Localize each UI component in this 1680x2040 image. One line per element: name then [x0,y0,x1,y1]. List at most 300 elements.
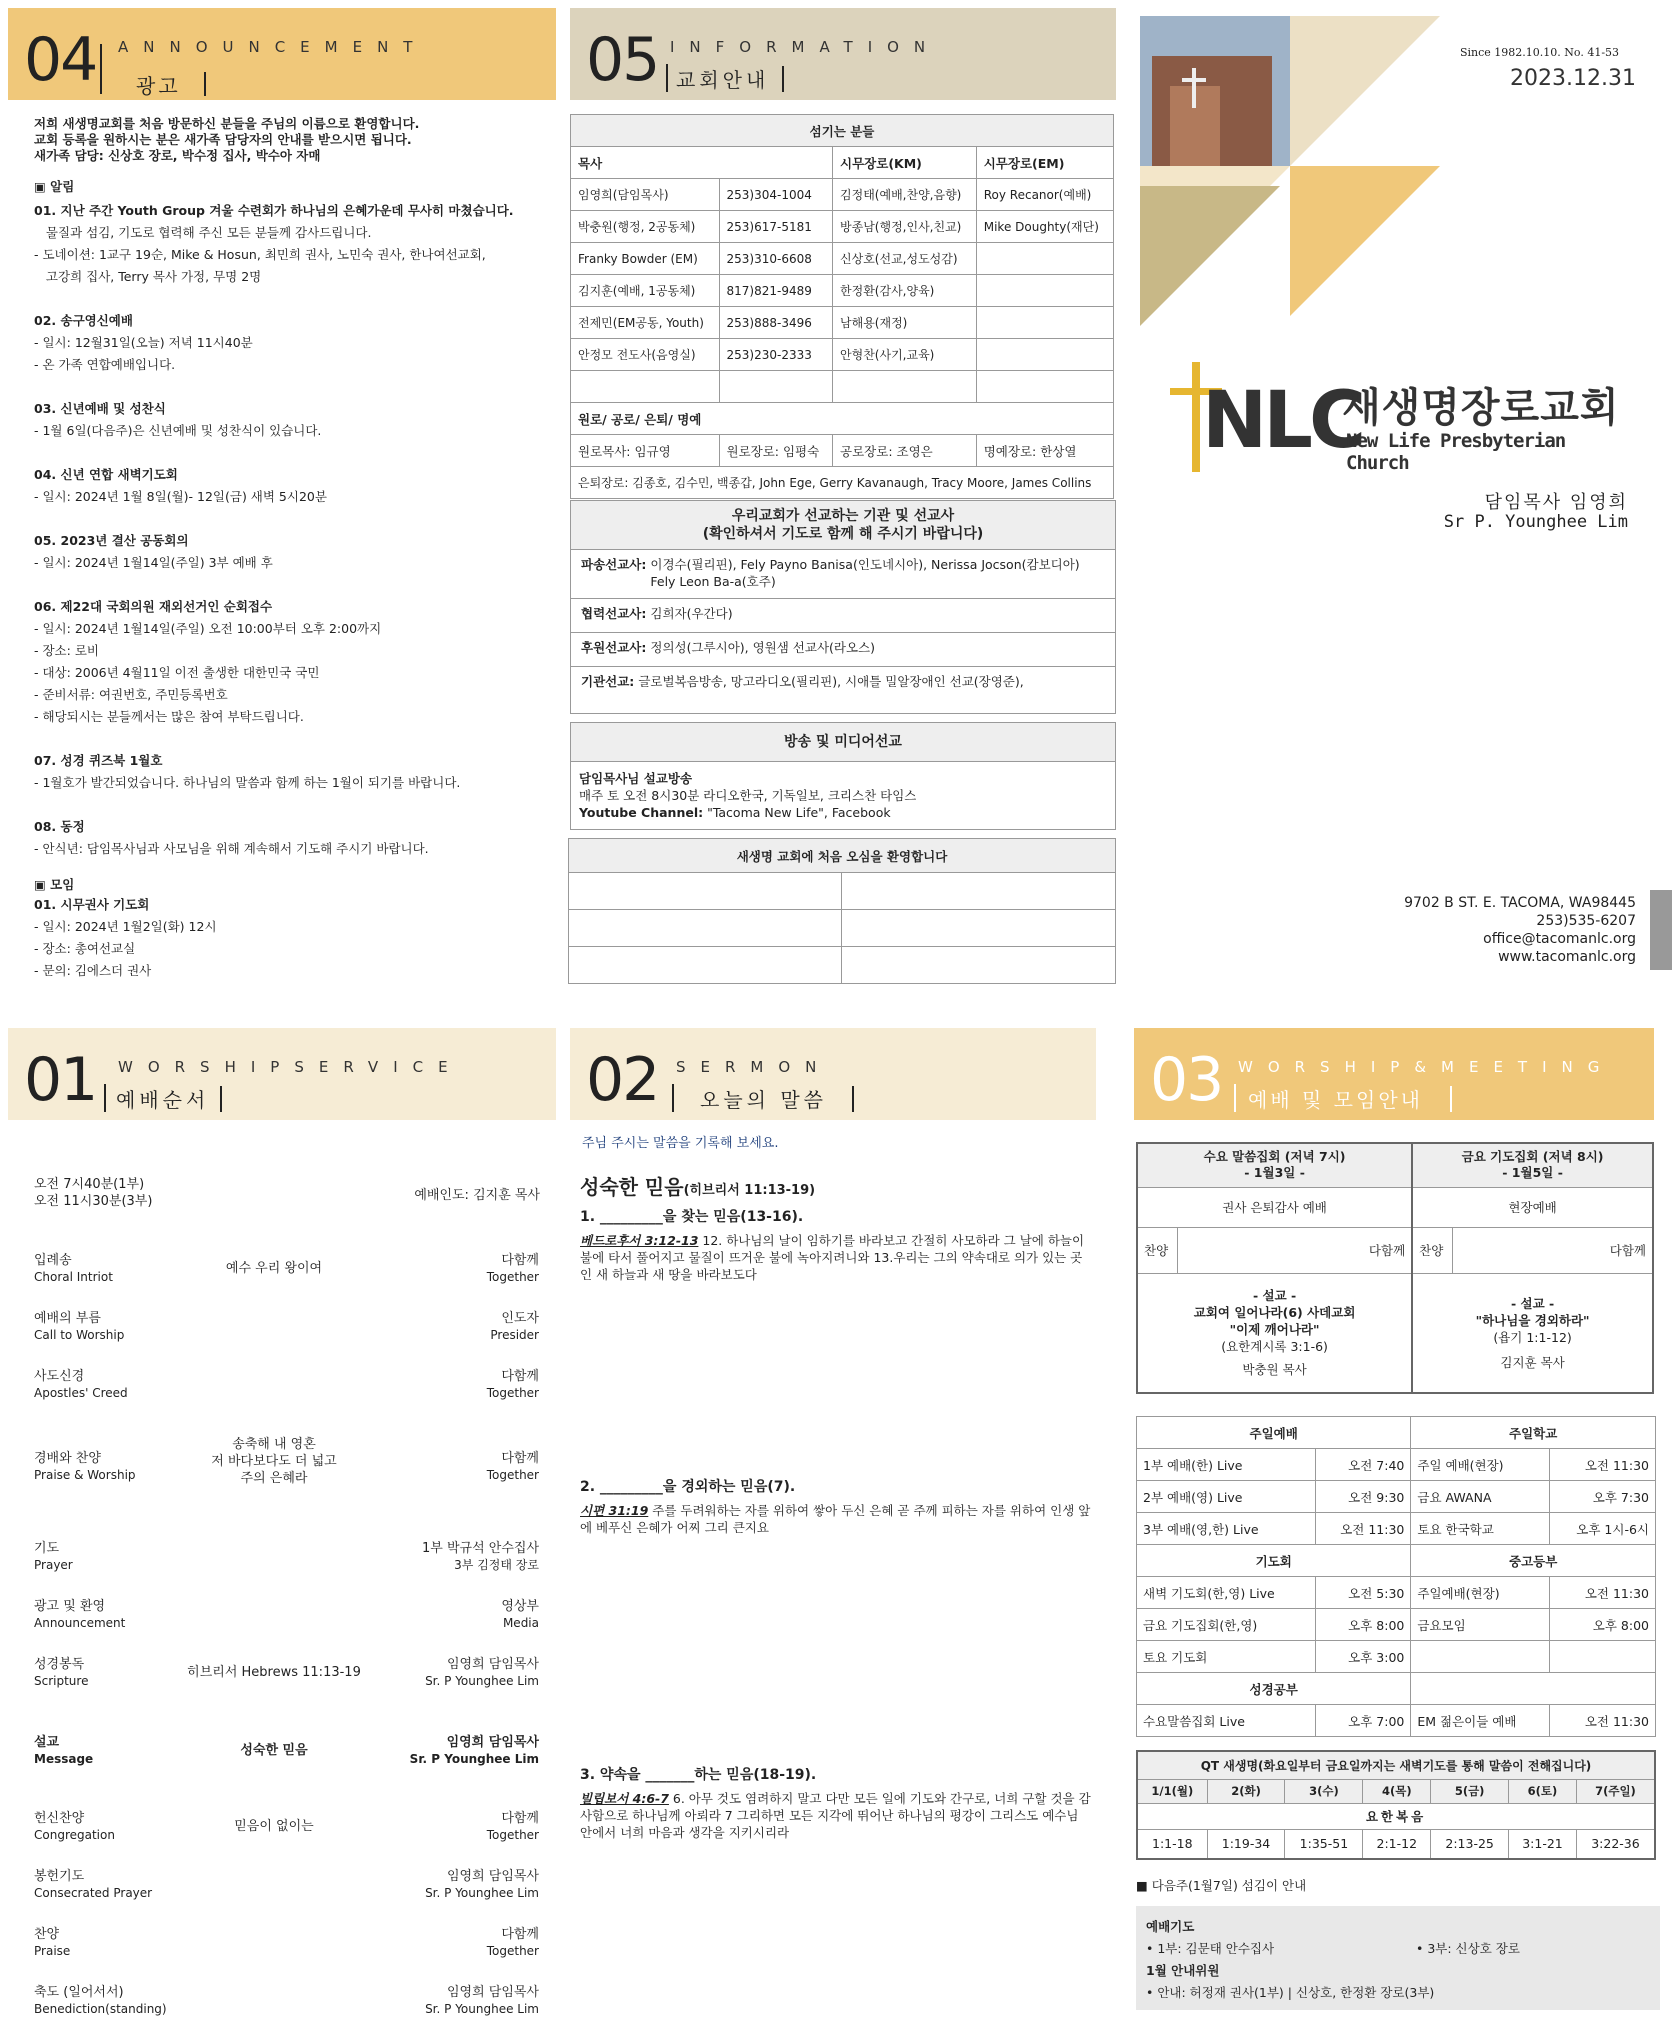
item-title: 02. 송구영신예배 [34,313,133,328]
pastor-row [571,339,1114,371]
item-title: 07. 성경 퀴즈북 1월호 [34,753,163,768]
item-leader: 다함께 [501,1369,539,1384]
meeting-heading: ▣ 모임 [34,877,75,892]
item-english: Message [34,1752,94,1766]
retired-elders: 은퇴장로: 김종호, 김수민, 백종갑, John Ege, Gerry Kavanaugh, Tracy Moore, James Collins [571,467,1114,499]
pastor-cell: 253)888-3496 [719,307,833,339]
item-english: Announcement [34,1616,126,1630]
servants-title: 섬기는 분들 [571,115,1114,147]
schedule-row [1137,1641,1656,1673]
pastor-cell: 임영희(담임목사) [571,179,720,211]
item-korean: 사도신경 [34,1369,85,1384]
worship-header [8,1028,556,1120]
section-number: 05 [586,25,659,95]
media-title: 방송 및 미디어선교 [571,723,1115,762]
item-english: Praise & Worship [34,1468,136,1482]
fri-sermon-label: - 설교 - [1510,1295,1555,1311]
pastor-cell: 253)304-1004 [719,179,833,211]
guide-line: • 안내: 허정재 권사(1부) | 신상호, 한정환 장로(3부) [1146,1985,1435,2000]
prayer-label: 예배기도 [1146,1919,1195,1934]
sermon-intro: 주님 주시는 말씀을 기록해 보세요. [582,1136,779,1151]
item-line: - 일시: 2024년 1월 8일(월)- 12일(금) 새벽 5시20분 [34,489,327,504]
schedule-table [1136,1416,1656,1737]
item-line: - 1월 6일(다음주)은 신년예배 및 성찬식이 있습니다. [34,423,322,438]
schedule-cell: 금요모임 [1411,1609,1550,1641]
item-english: Call to Worship [34,1328,125,1342]
schedule-cell: 주일예배(현장) [1411,1577,1550,1609]
qt-day: 5(금) [1431,1779,1509,1803]
welcome-line: 저희 새생명교회를 처음 방문하신 분들을 주님의 이름으로 환영합니다. [34,116,420,131]
wed-service: 권사 은퇴감사 예배 [1137,1187,1412,1227]
pastor-cell: 한정환(감사,양육) [833,275,977,307]
announcement-item [34,816,554,860]
section-number: 03 [1150,1045,1223,1115]
mission-box [570,500,1116,714]
item-content: 믿음이 없이는 [234,1819,314,1834]
pastor-cell: Mike Doughty(재단) [976,211,1113,243]
schedule-cell: 수요말씀집회 Live [1137,1705,1316,1737]
church-logo [1170,362,1620,482]
media-line: 매주 토 오전 8시30분 라디오한국, 기독일보, 크리스찬 타임스 [579,788,917,803]
mission-row [571,632,1115,666]
wed-date: - 1월3일 - [1244,1165,1305,1181]
pastor-cell: 전제민(EM공동, Youth) [571,307,720,339]
item-leader-en: Together [486,1386,539,1400]
worship-order-item [34,1734,539,1774]
pastor-row [571,179,1114,211]
service-times [34,1176,152,1210]
sermon-header [570,1028,1096,1120]
item-korean: 축도 (일어서서) [34,1985,124,2000]
item-content: 송축해 내 영혼 저 바다보다도 더 넓고 주의 은혜라 [211,1437,337,1486]
pastor-row [571,275,1114,307]
schedule-cell: 오전 11:30 [1549,1577,1655,1609]
section-english-title: WORSHIP&MEETING [1238,1058,1615,1076]
item-korean: 경배와 찬양 [34,1451,101,1466]
issue-date: 2023.12.31 [1510,66,1636,91]
schedule-cell: EM 젊은이들 예배 [1411,1705,1550,1737]
item-korean: 입례송 [34,1253,72,1268]
address-line: 9702 B ST. E. TACOMA, WA98445 [1404,895,1636,911]
announcement-header [8,8,556,100]
schedule-cell: 오후 8:00 [1549,1609,1655,1641]
announcement-item [34,596,554,728]
media-box [570,722,1116,830]
sermon-point [580,1206,1092,1283]
item-title: 03. 신년예배 및 성찬식 [34,401,166,416]
qt-ref: 3:22-36 [1576,1829,1655,1859]
pastor-cell: 남해용(재정) [833,307,977,339]
schedule-cell: 오후 7:30 [1549,1481,1655,1513]
section-english-title: ANNOUNCEMENT [118,38,428,56]
sermon-body [580,1132,1092,1200]
item-line: - 안식년: 담임목사님과 사모님을 위해 계속해서 기도해 주시기 바랍니다. [34,841,429,856]
scripture-ref: 베드로후서 3:12-13 [580,1233,699,1248]
item-leader: 임영희 담임목사 [446,1985,539,2000]
item-leader: 다함께 [501,1811,539,1826]
scripture-text: 주를 두려워하는 자를 위하여 쌓아 두신 은혜 곧 주께 피하는 자를 위하여 인생 앞에 베푸신 은혜가 어찌 그리 큰지요 [580,1503,1091,1535]
item-title: 05. 2023년 결산 공동회의 [34,533,189,548]
service-time: 오전 7시40분(1부) [34,1177,145,1192]
qt-day: 3(수) [1285,1779,1363,1803]
scripture-text: 12. 하나님의 날이 임하기를 바라보고 간절히 사모하라 그 날에 하늘이 불에 타서 풀어지고 물질이 뜨거운 불에 녹아지려니와 13.우리는 그의 약속대로 의가 있는 곳인 새 하늘과 새 땅을 바라보도다 [580,1233,1085,1282]
pastor-cell: 신상호(선교,성도성감) [833,243,977,275]
item-leader: 영상부 [501,1599,539,1614]
meeting-line: - 장소: 총여선교실 [34,941,136,956]
announcement-body [34,116,554,996]
mission-label: 후원선교사: [581,640,647,655]
schedule-row [1137,1481,1656,1513]
information-header [570,8,1116,100]
cross-icon [1192,362,1200,472]
qt-title: QT 새생명(화요일부터 금요일까지는 새벽기도를 통해 말씀이 전해집니다) [1137,1751,1655,1779]
pastor-cell: Franky Bowder (EM) [571,243,720,275]
item-leader-en: Presider [490,1328,539,1342]
worship-order-item [34,1368,539,1408]
qt-day: 4(목) [1363,1779,1431,1803]
side-bar [1650,890,1672,970]
news-heading: ▣ 알림 [34,179,75,194]
item-leader-en: Sr. P Younghee Lim [425,2002,539,2016]
item-leader-en: Sr. P Younghee Lim [425,1886,539,1900]
item-leader: 1부 박규석 안수집사 [422,1541,539,1556]
website: www.tacomanlc.org [1498,949,1636,965]
elder-cell: 원로장로: 임평숙 [719,435,833,467]
qt-book: 요한복음 [1137,1803,1655,1829]
schedule-cell: 금요 기도집회(한,영) [1137,1609,1316,1641]
schedule-cell: 오전 11:30 [1315,1513,1410,1545]
mission-row [571,598,1115,632]
item-title: 06. 제22대 국회의원 재외선거인 순회접수 [34,599,273,614]
schedule-cell: 2부 예배(영) Live [1137,1481,1316,1513]
schedule-cell: 1부 예배(한) Live [1137,1449,1316,1481]
item-english: Congregation [34,1828,115,1842]
worship-leader: 예배인도: 김지훈 목사 [414,1188,540,1203]
pastor-row [571,211,1114,243]
item-korean: 성경봉독 [34,1657,85,1672]
qt-ref: 1:1-18 [1137,1829,1207,1859]
mission-label: 파송선교사: [581,557,647,572]
item-leader-en: Sr. P Younghee Lim [425,1674,539,1688]
point-heading: 3. 약속을 _______하는 믿음(18-19). [580,1767,817,1783]
item-line: - 장소: 로비 [34,643,99,658]
item-english: Choral Intriot [34,1270,113,1284]
media-head: 담임목사님 설교방송 [579,771,693,786]
pastor-cell [571,371,720,403]
mission-text: 이경수(필리핀), Fely Payno Banisa(인도네시아), Nerissa Jocson(캄보디아) Fely Leon Ba-a(호주) [650,557,1080,589]
item-leader-en: Together [486,1828,539,1842]
item-leader-en: 3부 김정태 장로 [454,1558,539,1572]
sermon-ref: (히브리서 11:13-19) [683,1183,816,1198]
wed-preacher: 박충원 목사 [1242,1362,1307,1378]
church-name-kr: 새생명장로교회 [1342,385,1620,431]
section-english-title: WORSHIPSERVICE [118,1058,463,1076]
sermon-point [580,1476,1092,1536]
wed-praise-leader: 다함께 [1177,1227,1412,1273]
schedule-cell [1411,1641,1550,1673]
prayer-1: • 1부: 김문태 안수집사 [1146,1941,1275,1956]
pastor-cell: 817)821-9489 [719,275,833,307]
welcome-title: 새생명 교회에 처음 오심을 환영합니다 [569,839,1116,873]
pastor-cell [976,275,1113,307]
announcement-item [34,530,554,574]
item-leader: 다함께 [501,1451,539,1466]
pastor-cell: 김정태(예배,찬양,음향) [833,179,977,211]
pastor-cell: 김지훈(예배, 1공동체) [571,275,720,307]
elder-cell: 원로목사: 임규영 [571,435,720,467]
welcome-line: 새가족 담당: 신상호 장로, 박수정 집사, 박수아 자매 [34,148,321,163]
pastor-cell: 안정모 전도사(음영실) [571,339,720,371]
item-english: Apostles' Creed [34,1386,128,1400]
pastor-en: Sr P. Younghee Lim [1443,512,1628,532]
schedule-cell: 오후 7:00 [1315,1705,1410,1737]
item-english: Consecrated Prayer [34,1886,153,1900]
schedule-cell: 오전 11:30 [1549,1705,1655,1737]
point-heading: 1. _________을 찾는 믿음(13-16). [580,1209,804,1225]
announcement-item [34,200,554,288]
item-korean: 헌신찬양 [34,1811,85,1826]
service-time: 오전 11시30분(3부) [34,1194,153,1209]
item-line: - 대상: 2006년 4월11일 이전 출생한 대한민국 국민 [34,665,320,680]
section-korean-title: 광고 [136,74,181,98]
welcome-table [568,838,1116,984]
item-line: - 도네이션: 1교구 19순, Mike & Hosun, 최민희 권사, 노민숙 권사, 한나여선교회, [34,247,486,262]
mission-row [571,666,1115,700]
point-heading: 2. _________을 경외하는 믿음(7). [580,1479,796,1495]
elder-cell: 명예장로: 한상열 [976,435,1113,467]
schedule-cell: 주일 예배(현장) [1411,1449,1550,1481]
item-line: - 해당되시는 분들께서는 많은 참여 부탁드립니다. [34,709,304,724]
youtube-channel: "Tacoma New Life", Facebook [703,805,891,820]
fri-praise-label: 찬양 [1412,1227,1452,1273]
item-leader: 인도자 [501,1311,539,1326]
pastor-cell: 253)617-5181 [719,211,833,243]
item-line: 물질과 섬김, 기도로 협력해 주신 모든 분들께 감사드립니다. [34,225,372,240]
mission-title: 우리교회가 선교하는 기관 및 선교사 (확인하셔서 기도로 함께 해 주시기 바랍니다) [571,501,1115,550]
schedule-cell: 오후 8:00 [1315,1609,1410,1641]
pastor-cell [976,339,1113,371]
mission-label: 기관선교: [581,674,635,689]
pastor-cell [976,243,1113,275]
worship-order-item [34,1310,539,1350]
fri-service: 현장예배 [1412,1187,1653,1227]
item-line: - 일시: 12월31일(오늘) 저녁 11시40분 [34,335,253,350]
mission-text: 정의성(그루시아), 영원샘 선교사(라오스) [650,640,876,655]
schedule-cell [1549,1641,1655,1673]
cover-shapes [1140,16,1560,326]
item-leader-en: Together [486,1944,539,1958]
schedule-cell: 오후 1시-6시 [1549,1513,1655,1545]
schedule-heading: 성경공부 [1137,1673,1411,1705]
item-title: 01. 지난 주간 Youth Group 겨울 수련회가 하나님의 은혜가운데 무사히 마쳤습니다. [34,203,514,218]
pastor-row [571,243,1114,275]
item-english: Praise [34,1944,71,1958]
pastor-cell [976,307,1113,339]
item-leader: 임영희 담임목사 [446,1657,539,1672]
since-info: Since 1982.10.10. No. 41-53 [1460,46,1620,59]
pastor-cell: 박충원(행정, 2공동체) [571,211,720,243]
item-korean: 예배의 부름 [34,1311,101,1326]
item-leader-en: Together [486,1270,539,1284]
announcement-item [34,310,554,376]
schedule-row [1137,1513,1656,1545]
mission-text: 글로벌복음방송, 망고라디오(필리핀), 시애틀 밀알장애인 선교(장영준), [638,674,1024,689]
item-leader-en: Together [486,1468,539,1482]
meeting-line: - 문의: 김에스더 권사 [34,963,152,978]
item-leader: 임영희 담임목사 [446,1735,539,1750]
qt-day: 1/1(월) [1137,1779,1207,1803]
item-korean: 광고 및 환영 [34,1599,106,1614]
sermon-title: 성숙한 믿음 [580,1175,684,1199]
wed-sermon-ref: (요한계시록 3:1-6) [1221,1339,1328,1355]
item-leader-en: Media [502,1616,539,1630]
item-leader-en: Sr. P Younghee Lim [409,1752,539,1766]
col-elder-km: 시무장로(KM) [833,147,977,179]
pastor-cell [976,371,1113,403]
schedule-cell: 금요 AWANA [1411,1481,1550,1513]
pastor-cell: 253)310-6608 [719,243,833,275]
announcement-item [34,398,554,442]
item-line: - 준비서류: 여권번호, 주민등록번호 [34,687,228,702]
prayer-3: • 3부: 신상호 장로 [1416,1941,1520,1956]
section-korean-title: 예배 및 모임안내 [1248,1088,1423,1112]
item-english: Benediction(standing) [34,2002,167,2016]
scripture-ref: 시편 31:19 [580,1503,649,1518]
item-line: 고강희 집사, Terry 목사 가정, 무명 2명 [34,269,262,284]
pastor-cell: Roy Recanor(예배) [976,179,1113,211]
wed-sermon-label: - 설교 - [1252,1288,1297,1304]
item-content: 성숙한 믿음 [240,1743,308,1758]
logo-letters: NLC [1202,376,1363,466]
schedule-heading [1411,1673,1656,1705]
schedule-row [1137,1449,1656,1481]
fri-preacher: 김지훈 목사 [1500,1354,1565,1370]
schedule-cell: 오전 9:30 [1315,1481,1410,1513]
qt-ref: 1:35-51 [1285,1829,1363,1859]
schedule-heading: 주일학교 [1411,1417,1656,1449]
schedule-heading: 기도회 [1137,1545,1411,1577]
item-content: 예수 우리 왕이여 [225,1261,323,1276]
worship-order-item [34,1437,539,1490]
schedule-cell: 오후 3:00 [1315,1641,1410,1673]
schedule-heading: 주일예배 [1137,1417,1411,1449]
item-title: 08. 동정 [34,819,85,834]
section-number: 04 [24,25,97,95]
item-korean: 설교 [34,1735,60,1750]
fri-title: 금요 기도집회 (저녁 8시) [1461,1149,1604,1165]
item-korean: 기도 [34,1541,60,1556]
announcement-item [34,750,554,794]
section-korean-title: 예배순서 [116,1088,210,1112]
worship-order-item [34,1656,539,1696]
cover-graphic [1140,16,1560,326]
wed-sermon-title: 교회여 일어나라(6) 사데교회 "이제 깨어나라" [1193,1305,1356,1338]
meeting-line: - 일시: 2024년 1월2일(화) 12시 [34,919,217,934]
fri-sermon-title: "하나님을 경외하라" [1475,1312,1590,1328]
item-line: - 일시: 2024년 1월14일(주일) 3부 예배 후 [34,555,273,570]
scripture-text: 6. 아무 것도 염려하지 말고 다만 모든 일에 기도와 간구로, 너희 구할 것을 감사함으로 하나님께 아뢰라 7 그리하면 모든 지각에 뛰어난 하나님의 평강이 그리스도 예수님 안에서 너희 마음과 생각을 지키시리라 [580,1791,1091,1840]
wed-title: 수요 말씀집회 (저녁 7시) [1203,1149,1346,1165]
item-line: - 온 가족 연합예배입니다. [34,357,176,372]
mission-text: 김희자(우간다) [650,606,733,621]
wed-praise-label: 찬양 [1137,1227,1177,1273]
worship-order-item [34,1868,539,1908]
youtube-label: Youtube Channel: [579,805,704,820]
qt-day: 6(토) [1509,1779,1577,1803]
schedule-row [1137,1705,1656,1737]
worship-order-item [34,1598,539,1638]
section-english-title: INFORMATION [670,38,941,56]
schedule-row [1137,1577,1656,1609]
qt-ref: 2:1-12 [1363,1829,1431,1859]
pastor-cell [719,371,833,403]
col-elder-em: 시무장로(EM) [976,147,1113,179]
schedule-cell: 토요 한국학교 [1411,1513,1550,1545]
pastor-cell: 방종남(행정,인사,친교) [833,211,977,243]
item-content: 히브리서 Hebrews 11:13-19 [187,1665,361,1680]
pastor-row [571,371,1114,403]
item-leader: 다함께 [501,1253,539,1268]
schedule-cell: 오전 7:40 [1315,1449,1410,1481]
meeting-title: 01. 시무권사 기도회 [34,897,150,912]
item-english: Prayer [34,1558,73,1572]
pastor-cell: 253)230-2333 [719,339,833,371]
midweek-table [1136,1142,1654,1394]
announcement-item [34,464,554,508]
welcome-line: 교회 등록을 원하시는 분은 새가족 담당자의 안내를 받으시면 됩니다. [34,132,412,147]
section-english-title: SERMON [676,1058,832,1076]
item-leader: 다함께 [501,1927,539,1942]
worship-order-item [34,1810,539,1850]
item-line: - 1월호가 발간되었습니다. 하나님의 말씀과 함께 하는 1월이 되기를 바랍니다. [34,775,461,790]
item-line: - 일시: 2024년 1월14일(주일) 오전 10:00부터 오후 2:00까지 [34,621,382,636]
pastor-kr: 담임목사 임영희 [1484,492,1628,513]
schedule-cell: 3부 예배(영,한) Live [1137,1513,1316,1545]
schedule-heading: 중고등부 [1411,1545,1656,1577]
worship-order-item [34,1926,539,1966]
schedule-row [1137,1609,1656,1641]
servers-box [1136,1906,1660,2010]
item-english: Scripture [34,1674,89,1688]
worship-order-item [34,1984,539,2024]
fri-sermon-ref: (욥기 1:1-12) [1493,1329,1572,1345]
schedule-cell: 토요 기도회 [1137,1641,1316,1673]
fri-praise-leader: 다함께 [1452,1227,1653,1273]
pastor-cell: 안형찬(사기,교육) [833,339,977,371]
sermon-point [580,1764,1092,1841]
section-korean-title: 오늘의 말씀 [700,1088,827,1112]
col-pastor: 목사 [571,147,833,179]
fri-date: - 1월5일 - [1502,1165,1563,1181]
next-week-label: ■ 다음주(1월7일) 섬김이 안내 [1136,1878,1307,1893]
servants-table [570,114,1114,499]
worship-order-item [34,1252,539,1292]
section-number: 02 [586,1045,659,1115]
section-number: 01 [24,1045,97,1115]
schedule-cell: 오전 5:30 [1315,1577,1410,1609]
qt-ref: 2:13-25 [1431,1829,1509,1859]
church-address [1360,894,1636,966]
worship-order-item [34,1540,539,1580]
mission-row [571,550,1115,598]
item-leader: 임영희 담임목사 [446,1869,539,1884]
phone: 253)535-6207 [1536,913,1636,929]
item-korean: 봉헌기도 [34,1869,85,1884]
elders-heading: 원로/ 공로/ 은퇴/ 명예 [571,403,1114,435]
mission-label: 협력선교사: [581,606,647,621]
qt-day: 2(화) [1207,1779,1285,1803]
item-title: 04. 신년 연합 새벽기도회 [34,467,178,482]
